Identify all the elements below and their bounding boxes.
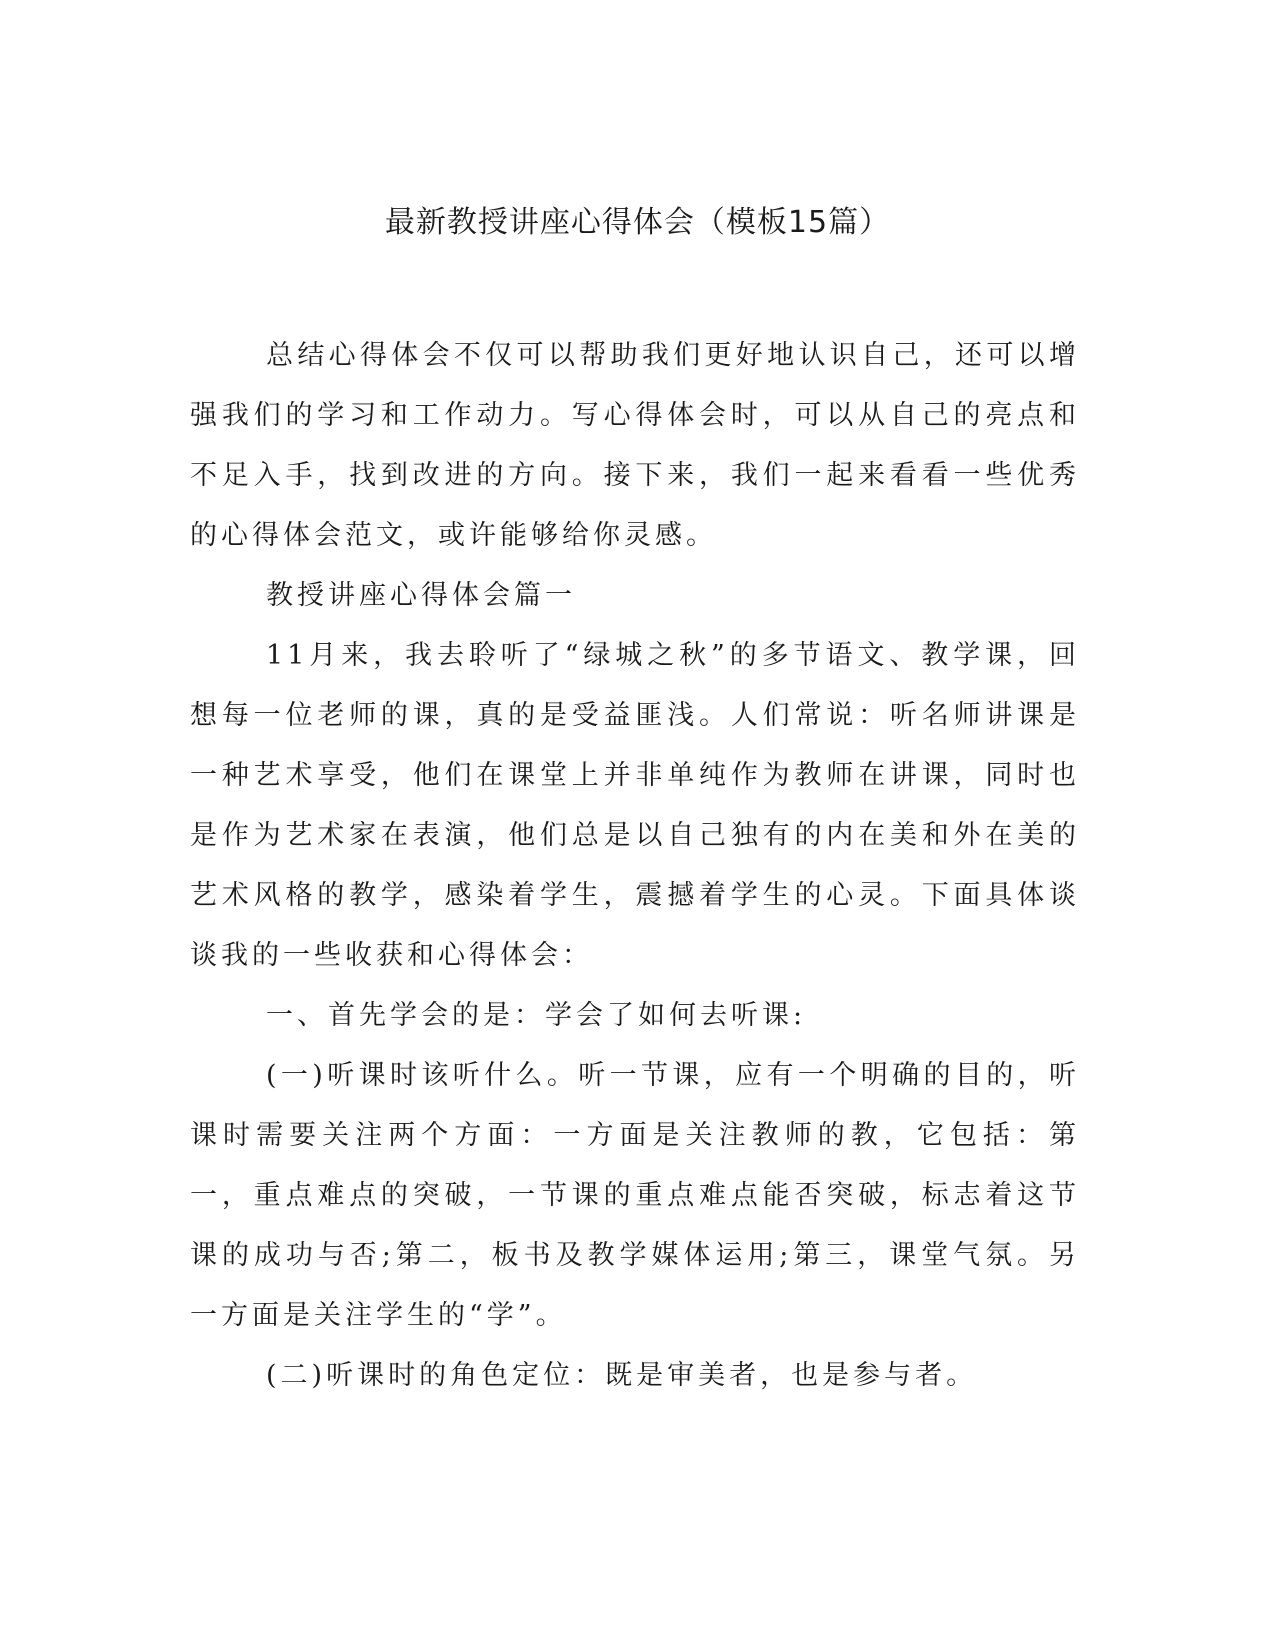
document-title: 最新教授讲座心得体会（模板15篇） <box>384 205 891 240</box>
section-heading: 教授讲座心得体会篇一 <box>266 580 576 611</box>
paragraph-intro: 总结心得体会不仅可以帮助我们更好地认识自己，还可以增强我们的学习和工作动力。写心得体会时，可以从自己的亮点和不足入手，找到改进的方向。接下来，我们一起来看看一些优秀的心得体会范文，或许能够给你灵感。 <box>190 340 1080 551</box>
paragraph-body: 11月来，我去聆听了“绿城之秋”的多节语文、教学课，回想每一位老师的课，真的是受益匪浅。人们常说：听名师讲课是一种艺术享受，他们在课堂上并非单纯作为教师在讲课，同时也是作为艺术家在表演，他们总是以自己独有的内在美和外在美的艺术风格的教学，感染着学生，震撼着学生的心灵。下面具体谈谈我的一些收获和心得体会： <box>190 640 1080 971</box>
paragraph-subpoint-1: (一)听课时该听什么。听一节课，应有一个明确的目的，听课时需要关注两个方面：一方面是关注教师的教，它包括：第一，重点难点的突破，一节课的重点难点能否突破，标志着这节课的成功与否;第二，板书及教学媒体运用;第三，课堂气氛。另一方面是关注学生的“学”。 <box>190 1060 1080 1331</box>
document-body <box>190 326 1080 1406</box>
paragraph-subpoint-2: (二)听课时的角色定位：既是审美者，也是参与者。 <box>266 1360 978 1391</box>
paragraph-point-heading: 一、首先学会的是：学会了如何去听课: <box>266 1000 807 1031</box>
